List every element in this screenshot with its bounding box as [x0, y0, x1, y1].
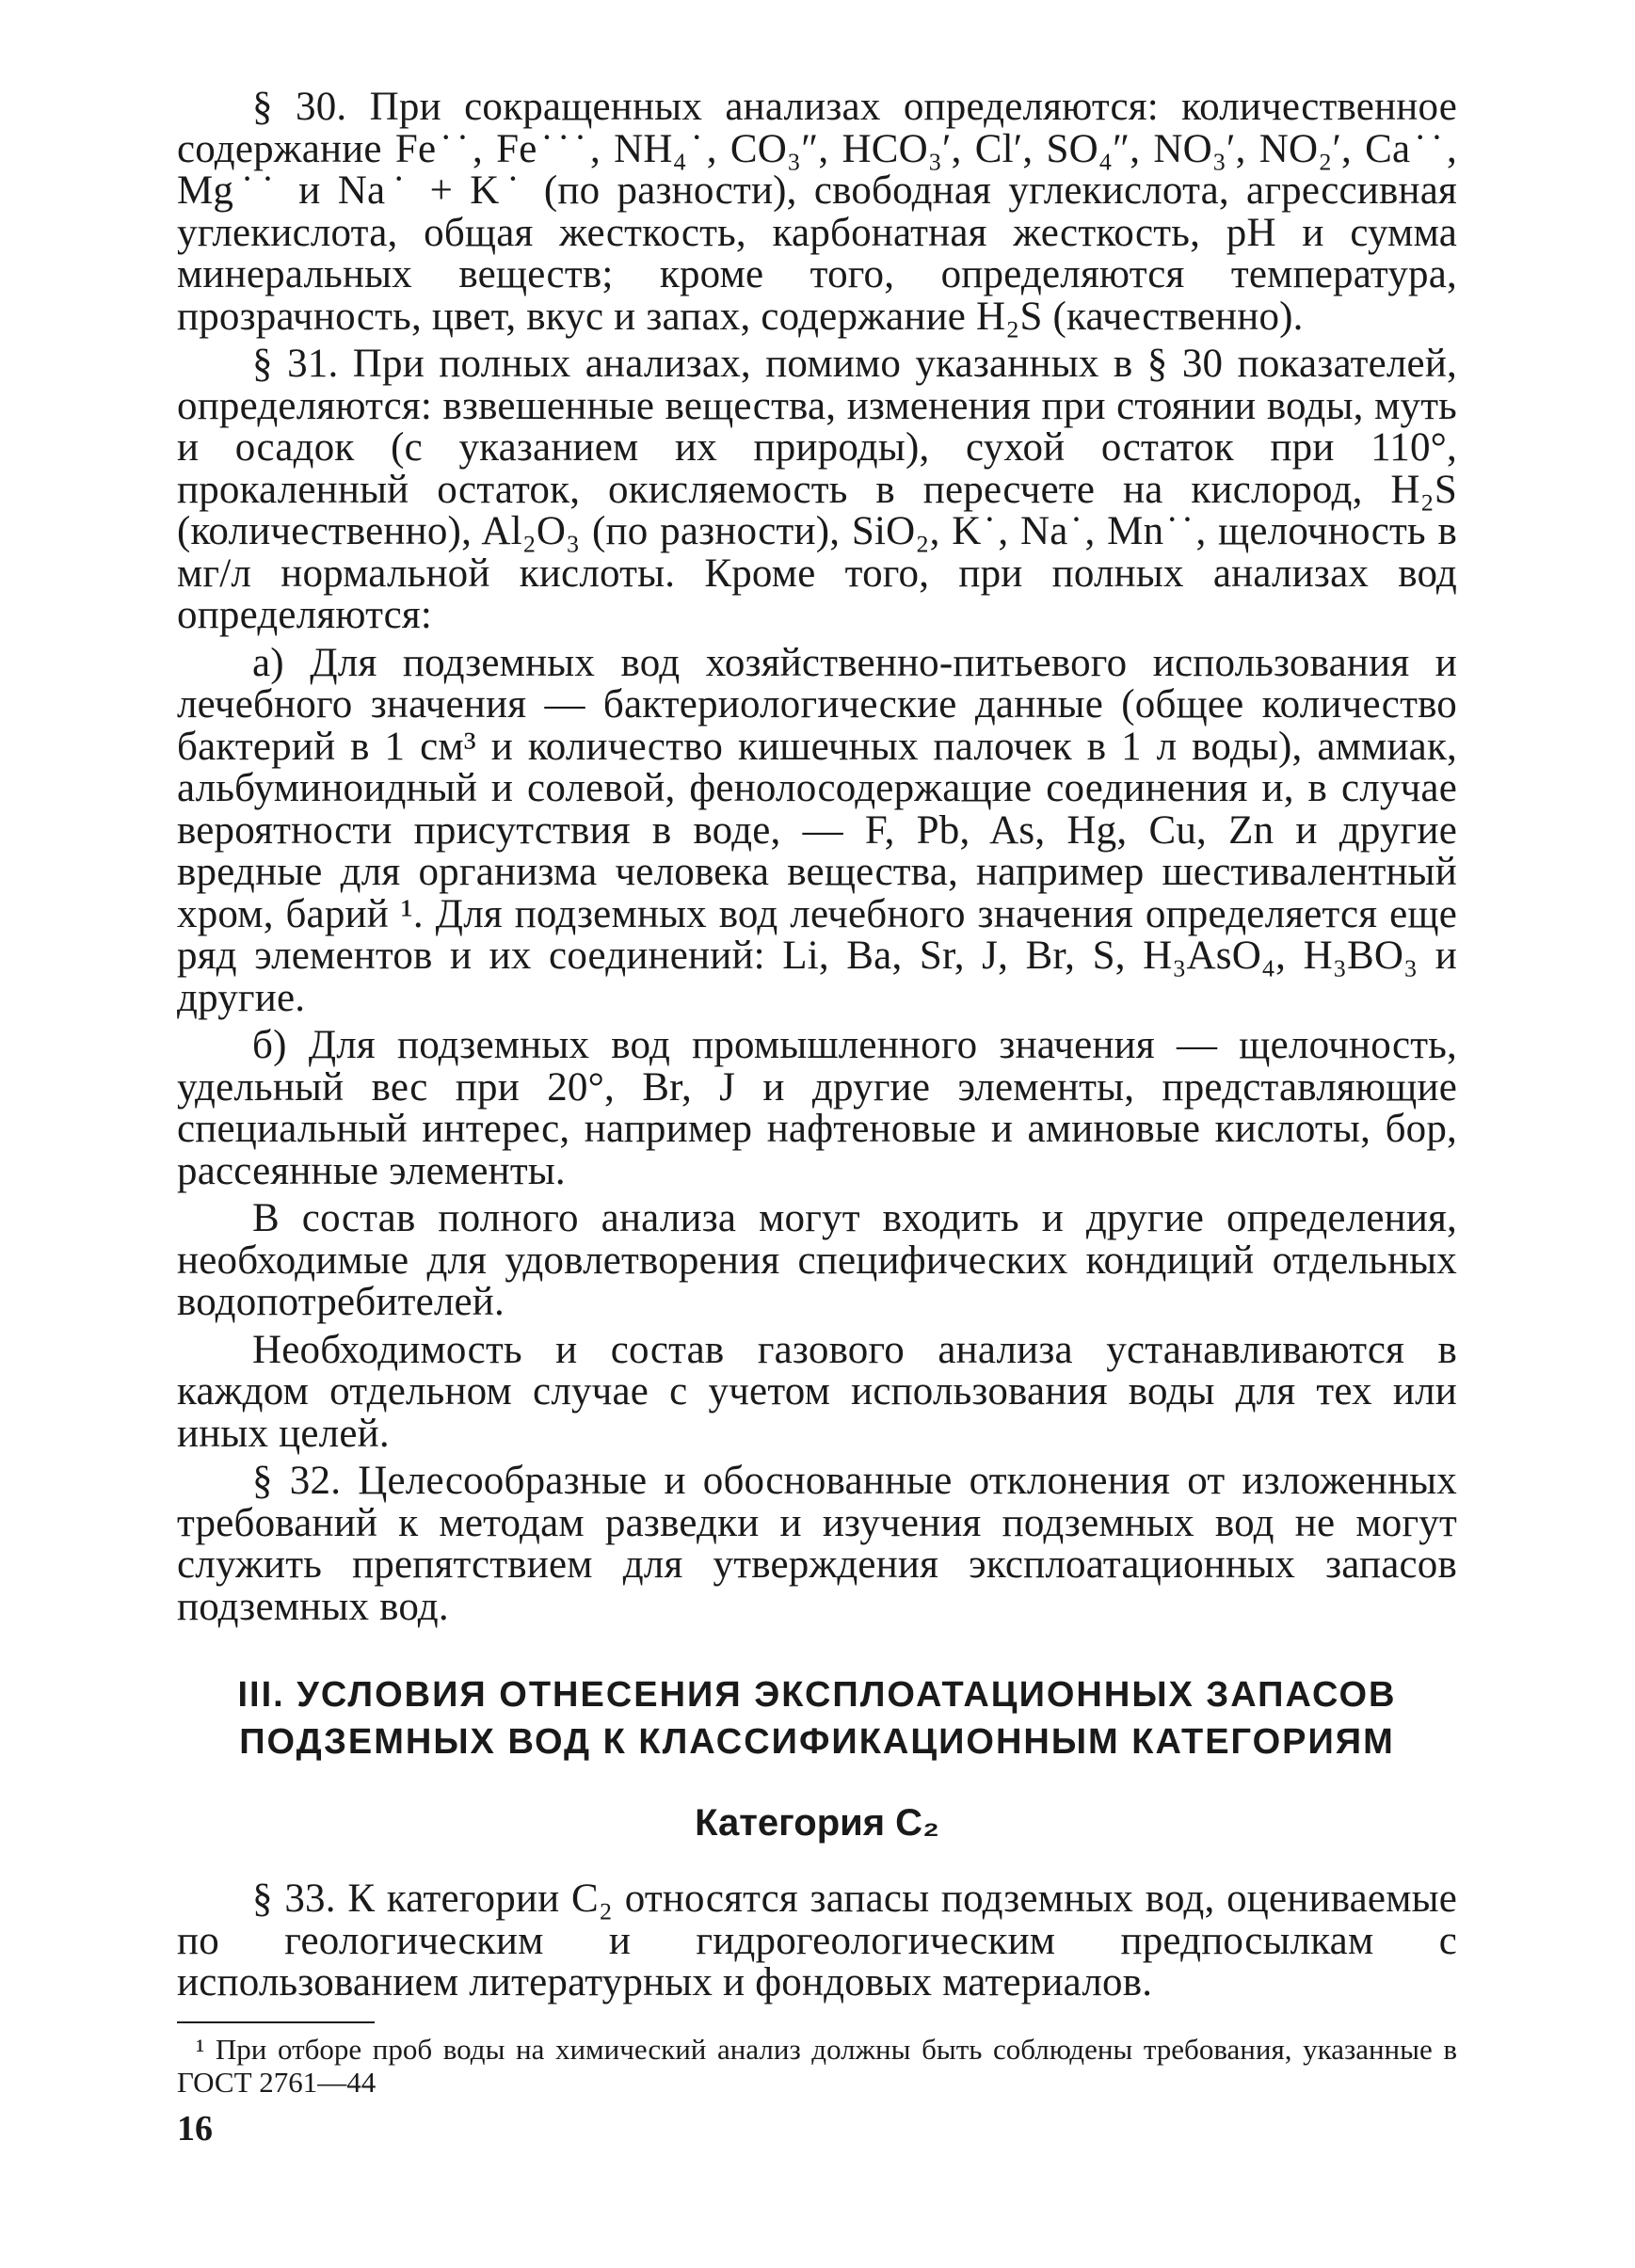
category-heading: Категория C₂	[695, 1802, 939, 1844]
footnote-divider	[177, 2021, 375, 2023]
document-page	[177, 87, 1457, 2149]
section-heading	[177, 1671, 1457, 1765]
paragraph-30: § 30. При сокращенных анализах определяются: количественное содержание Fe˙˙, Fe˙˙˙, NH₄˙, CO₃″, HCO₃′, Cl′, SO₄″, NO₃′, NO₂′, Ca˙˙, Mg˙˙ и Na˙ + K˙ (по разности), свободная углекислота, агрессивная углекислота, общая жесткость, карбонатная жесткость, pH и сумма минеральных веществ; кроме того, определяются температура, прозрачность, цвет, вкус и запах, содержание H₂S (качественно).	[177, 85, 1457, 339]
footnote: ¹ При отборе проб воды на химический анализ должны быть соблюдены требования, указанные в ГОСТ 2761—44	[177, 2032, 1457, 2099]
paragraph-31-a: а) Для подземных вод хозяйственно-питьевого использования и лечебного значения — бактериологические данные (общее количество бактерий в 1 см³ и количество кишечных палочек в 1 л воды), аммиак, альбуминоидный и солевой, фенолосодержащие соединения и, в случае вероятности присутствия в воде, — F, Pb, As, Hg, Cu, Zn и другие вредные для организма человека вещества, например шестивалентный хром, барий ¹. Для подземных вод лечебного значения определяется еще ряд элементов и их соединений: Li, Ba, Sr, J, Br, S, H₃AsO₄, H₃BO₃ и другие.	[177, 640, 1457, 1020]
page-number: 16	[177, 2108, 213, 2148]
section-heading-line-2: ПОДЗЕМНЫХ ВОД К КЛАССИФИКАЦИОННЫМ КАТЕГОРИЯМ	[239, 1722, 1395, 1762]
paragraph-full-analysis: В состав полного анализа могут входить и другие определения, необходимые для удовлетворения специфических кондиций отдельных водопотребителей.	[177, 1196, 1457, 1324]
paragraph-31: § 31. При полных анализах, помимо указанных в § 30 показателей, определяются: взвешенные вещества, изменения при стоянии воды, муть и осадок (с указанием их природы), сухой остаток при 110°, прокаленный остаток, окисляемость в пересчете на кислород, H₂S (количественно), Al₂O₃ (по разности), SiO₂, K˙, Na˙, Mn˙˙, щелочность в мг/л нормальной кислоты. Кроме того, при полных анализах вод определяются:	[177, 342, 1457, 637]
paragraph-31-b: б) Для подземных вод промышленного значения — щелочность, удельный вес при 20°, Br, J и другие элементы, представляющие специальный интерес, например нафтеновые и аминовые кислоты, бор, рассеянные элементы.	[177, 1023, 1457, 1193]
paragraph-gas-analysis: Необходимость и состав газового анализа устанавливаются в каждом отдельном случае с учетом использования воды для тех или иных целей.	[177, 1327, 1457, 1456]
paragraph-33: § 33. К категории C₂ относятся запасы подземных вод, оцениваемые по геологическим и гидрогеологическим предпосылкам с использованием литературных и фондовых материалов.	[177, 1877, 1457, 2004]
section-heading-line-1: III. УСЛОВИЯ ОТНЕСЕНИЯ ЭКСПЛОАТАЦИОННЫХ ЗАПАСОВ	[237, 1675, 1397, 1715]
paragraph-32: § 32. Целесообразные и обоснованные отклонения от изложенных требований к методам разведки и изучения подземных вод не могут служить препятствием для утверждения эксплоатационных запасов подземных вод.	[177, 1459, 1457, 1629]
